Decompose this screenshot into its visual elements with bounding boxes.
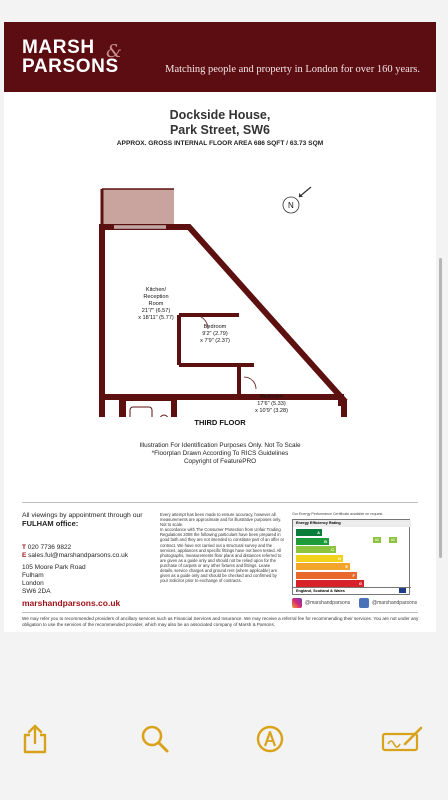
room-label-kitchen [126, 287, 186, 322]
epc-band-e: E [296, 563, 350, 570]
disclaimer-line-3: Copyright of FeaturePRO [183, 458, 257, 465]
epc-title: Energy Efficiency Rating [293, 520, 411, 527]
room-dimension: 9'2" (2.79) [202, 331, 228, 337]
website-link[interactable]: marshandparsons.co.uk [22, 598, 121, 608]
signature-button[interactable] [380, 722, 424, 756]
legal-paragraph: In accordance with The Consumer Protection from Unfair Trading Regulations 2008 the following particulars have been prepared in good faith and they are not intended to constitute part of an offer or contract. We have not carried out a structural survey and the services, appliances and specific fittings have not been tested. All photographs, measurements floor plans and distances referred to are given as a guide only and should not be relied upon for the purchase of carpets or any other fixtures and fittings. Lease details, service charges and ground rent (where applicable) are given as a guide only and should be checked and confirmed by your Solicitor prior to exchange of contracts. [160, 527, 285, 584]
section-divider [22, 502, 418, 503]
instagram-handle[interactable] [292, 598, 350, 608]
address-line: SW6 2DA [22, 588, 51, 595]
room-name: Bedroom [260, 394, 283, 400]
room-dimension: 17'6" (5.33) [257, 401, 286, 407]
bathtub-icon [130, 407, 152, 417]
floor-plan [94, 167, 354, 422]
epc-band-f: F [296, 572, 357, 579]
footer-text: We may refer you to recommended providers of ancillary services such as Financial Services and Insurance. We may receive a referral fee for recommending their services. You are not under any obligation to use the services of the recommended provider, which may also be an associated company of Marsh & Parsons. [22, 616, 419, 627]
room-label-bedroom-2 [244, 394, 299, 415]
spacer [22, 528, 152, 544]
balcony [102, 189, 174, 227]
address-line: London [22, 580, 44, 587]
eu-flag-icon [399, 588, 406, 593]
instagram-icon [292, 598, 302, 608]
epc-band-g: G [296, 580, 364, 587]
phone-number: 020 7736 9822 [27, 544, 72, 551]
bathroom-wall [124, 399, 174, 417]
epc-band-a: A [296, 529, 322, 536]
instagram-text: @marshandparsons [305, 600, 351, 606]
logo-ampersand: & [106, 41, 123, 62]
epc-band-c: C [296, 546, 336, 553]
brand-tagline: Matching people and property in London for over 160 years. [165, 64, 420, 75]
viewing-heading: All viewings by appointment through our [22, 512, 143, 519]
phone-row[interactable] [22, 544, 152, 552]
legal-paragraph: Every attempt has been made to ensure accuracy, however all measurements are approximate and for illustrative purposes only. Not to scale. [160, 512, 282, 528]
epc-region: England, Scotland & Wales [293, 587, 411, 594]
room-dimension: x 7'9" (2.37) [200, 338, 230, 344]
bottom-toolbar [0, 700, 448, 780]
toilet-icon [160, 415, 168, 417]
door-arc [244, 377, 256, 389]
svg-text:N: N [288, 201, 294, 210]
email-address: sales.ful@marshandparsons.co.uk [28, 552, 128, 559]
scrollbar[interactable] [439, 258, 442, 558]
room-name: Reception [143, 294, 169, 300]
brand-header [4, 22, 436, 92]
floor-label: THIRD FLOOR [194, 418, 246, 427]
logo-line-2: PARSONS [22, 56, 119, 77]
floor-area: APPROX. GROSS INTERNAL FLOOR AREA 686 SQFT / 63.73 SQM [116, 140, 324, 147]
logo-line-1: MARSH [22, 37, 95, 58]
address-line: 105 Moore Park Road [22, 564, 86, 571]
epc-current: 82 [374, 538, 380, 542]
epc-potential: 82 [390, 538, 396, 542]
footer-divider [22, 612, 418, 613]
email-row[interactable] [22, 552, 152, 560]
facebook-text: @marshandparsons [372, 600, 418, 606]
office-heading: FULHAM office: [22, 519, 79, 528]
share-button[interactable] [18, 722, 52, 756]
markup-pen-icon [255, 724, 285, 754]
facebook-handle[interactable] [359, 598, 417, 608]
epc-band-d: D [296, 555, 343, 562]
status-area [0, 0, 448, 22]
markup-button[interactable] [253, 722, 287, 756]
epc-panel [292, 512, 418, 595]
disclaimer-line-1: Illustration For Identification Purposes Only. Not To Scale [139, 442, 301, 449]
room-name: Room [148, 301, 164, 307]
room-dimension: x 10'9" (3.28) [255, 408, 288, 414]
share-icon [22, 724, 48, 754]
room-dimension: 21'7" (6.57) [141, 308, 171, 314]
compass-icon [283, 187, 311, 213]
property-name-line-2: Park Street, SW6 [169, 123, 271, 137]
facebook-icon [359, 598, 369, 608]
document-page[interactable] [4, 22, 436, 632]
contact-block [22, 512, 152, 607]
legal-text [160, 512, 284, 583]
signature-icon [381, 724, 423, 754]
address-line: Fulham [22, 572, 44, 579]
property-name-line-1: Dockside House, [169, 108, 271, 122]
search-icon [140, 724, 170, 754]
epc-caption: Our Energy Performance Certificate available on request. [292, 512, 384, 516]
disclaimer-line-2: *Floorplan Drawn According To RICS Guidelines [151, 450, 289, 457]
phone-prefix: T [22, 544, 26, 551]
brand-logo [22, 37, 123, 77]
room-name: Kitchen/ [145, 287, 167, 293]
search-button[interactable] [138, 722, 172, 756]
room-name: Bedroom [203, 324, 227, 330]
room-label-bedroom-1 [190, 324, 240, 345]
room-dimension: x 18'11" (5.77) [138, 315, 174, 321]
epc-band-b: B [296, 538, 329, 545]
email-prefix: E [22, 552, 27, 559]
epc-chart [292, 519, 410, 595]
